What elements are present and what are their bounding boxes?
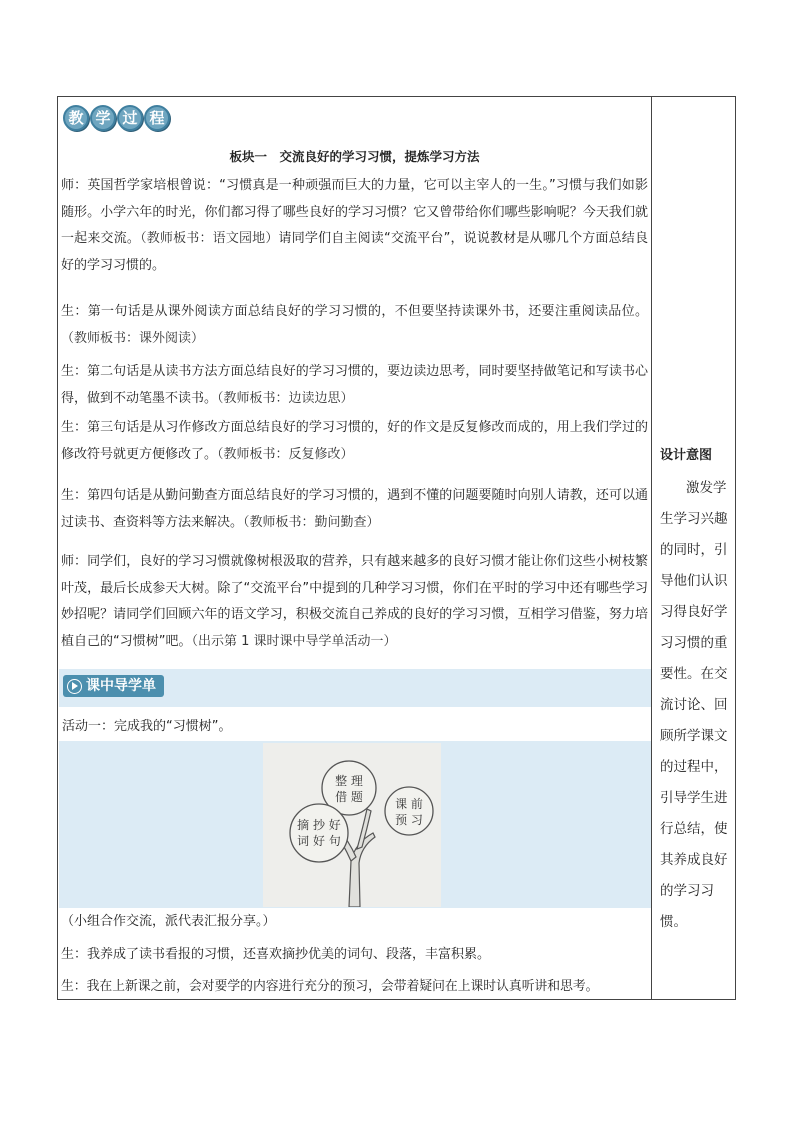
bubble-text: 整 理	[335, 774, 363, 788]
bubble-text: 借 题	[335, 790, 363, 804]
badge-char: 教	[63, 105, 89, 131]
badge-char: 程	[144, 105, 170, 131]
teaching-process-badge	[63, 105, 170, 131]
badge-char: 学	[90, 105, 116, 131]
paragraph: 师：英国哲学家培根曾说：“习惯真是一种顽强而巨大的力量，它可以主宰人的一生。”习惯与我们如影随形。小学六年的时光，你们都习得了哪些良好的学习习惯？它又曾带给你们哪些影响呢？今天我们就一起来交流。（教师板书：语文园地）请同学们自主阅读“交流平台”，说说教材是从哪几个方面总结良好的学习习惯的。	[61, 178, 648, 273]
side-text: 激发学生学习兴趣的同时，引导他们认识习得良好学习习惯的重要性。在交流讨论、回顾所学课文的过程中，引导学生进行总结，使其养成良好的学习习惯。	[660, 480, 728, 930]
guide-sheet	[59, 669, 651, 908]
bubble-text: 摘 抄 好	[297, 818, 341, 832]
side-title: 设计意图	[660, 448, 713, 463]
play-icon	[67, 679, 82, 694]
main-column	[58, 97, 651, 999]
guide-tag: 课中导学单	[63, 675, 164, 697]
bubble-text: 课 前	[395, 797, 423, 811]
paragraph: 生：我在上新课之前，会对要学的内容进行充分的预习，会带着疑问在上课时认真听讲和思考。	[61, 979, 599, 994]
section-heading: 板块一 交流良好的学习习惯，提炼学习方法	[229, 149, 480, 164]
design-intent-column	[652, 97, 736, 999]
bubble-text: 词 好 句	[297, 834, 341, 848]
paragraph: （小组合作交流，派代表汇报分享。）	[61, 914, 276, 929]
badge-char: 过	[117, 105, 143, 131]
paragraph: 生：第四句话是从勤问勤查方面总结良好的学习习惯的，遇到不懂的问题要随时向别人请教，还可以通过读书、查资料等方法来解决。（教师板书：勤问勤查）	[61, 488, 648, 530]
bubble-text: 预 习	[395, 813, 423, 827]
lesson-table	[57, 96, 736, 1000]
paragraph: 师：同学们，良好的学习习惯就像树根汲取的营养，只有越来越多的良好习惯才能让你们这些小树枝繁叶茂，最后长成参天大树。除了“交流平台”中提到的几种学习习惯，你们在平时的学习中还有哪些学习妙招呢？请同学们回顾六年的语文学习，积极交流自己养成的良好的学习习惯，互相学习借鉴，努力培植自己的“习惯树”吧。（出示第 1 课时课中导学单活动一）	[61, 554, 648, 649]
paragraph: 生：第一句话是从课外阅读方面总结良好的学习习惯的，不但要坚持读课外书，还要注重阅读品位。（教师板书：课外阅读）	[61, 304, 648, 346]
activity-text: 活动一：完成我的“习惯树”。	[62, 719, 232, 734]
paragraph: 生：第二句话是从读书方法方面总结良好的学习习惯的，要边读边思考，同时要坚持做笔记和写读书心得，做到不动笔墨不读书。（教师板书：边读边思）	[61, 364, 648, 406]
habit-tree-illustration	[263, 743, 441, 907]
paragraph: 生：我养成了读书看报的习惯，还喜欢摘抄优美的词句、段落，丰富积累。	[61, 947, 491, 962]
paragraph: 生：第三句话是从习作修改方面总结良好的学习习惯的，好的作文是反复修改而成的，用上我们学过的修改符号就更方便修改了。（教师板书：反复修改）	[61, 420, 648, 462]
